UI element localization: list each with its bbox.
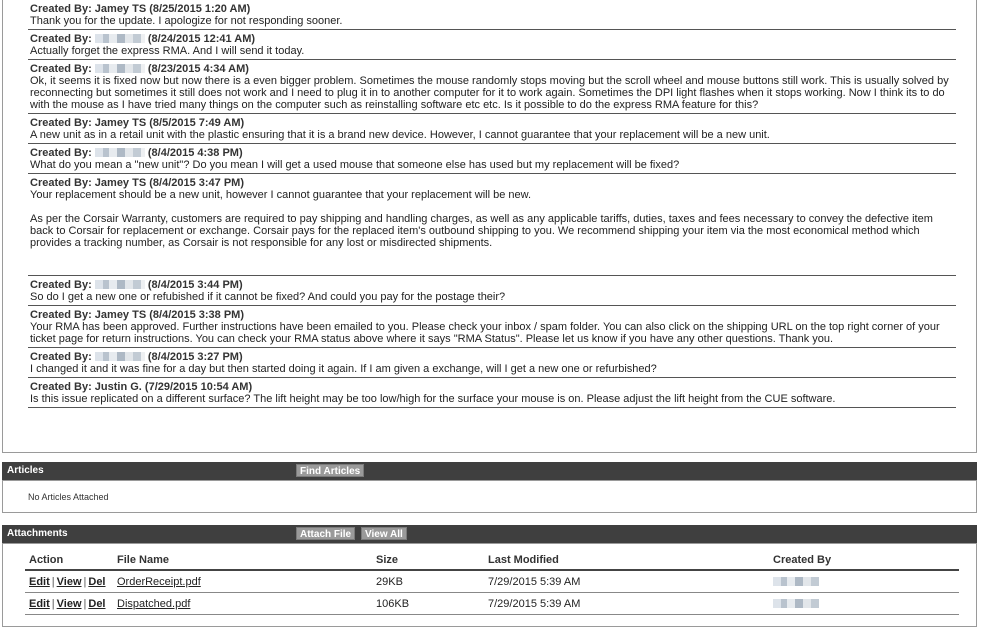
col-action: Action xyxy=(25,550,113,570)
comment-date: (8/5/2015 7:49 AM) xyxy=(149,117,245,129)
comment-created-by-label: Created By: xyxy=(30,147,95,159)
attachment-size: 29KB xyxy=(372,570,484,593)
redacted-author-name xyxy=(95,280,145,289)
comment-item xyxy=(28,378,956,408)
comment-item xyxy=(28,276,956,306)
attachments-title: Attachments xyxy=(7,528,68,539)
action-separator: | xyxy=(83,576,87,588)
attachment-file-link[interactable]: Dispatched.pdf xyxy=(117,598,191,610)
comment-body: Your replacement should be a new unit, however I cannot guarantee that your replacement will be new. As per the Corsair Warranty, customers are required to pay shipping and handling charges, as well as any applicable tariffs, duties, taxes and fees necessary to convey the defective item back to Corsair for replacement or exchange. Corsair pays for the replaced item's outbound shipping to you. We recommend shipping your item via the most economical method which provides a tracking number, as Corsair is not responsible for any lost or misdirected shipments. xyxy=(30,189,933,249)
comment-item xyxy=(28,0,956,30)
comment-date: (8/4/2015 3:44 PM) xyxy=(147,279,243,291)
view-link[interactable]: View xyxy=(56,576,82,588)
attachment-created-by xyxy=(769,570,959,593)
comment-created-by-label: Created By: xyxy=(30,309,95,321)
comment-author: Jamey TS xyxy=(94,3,147,15)
comment-body: A new unit as in a retail unit with the plastic ensuring that it is a brand new device. However, I cannot guarantee that your replacement will be a new unit. xyxy=(30,129,770,141)
edit-link[interactable]: Edit xyxy=(29,598,50,610)
col-size: Size xyxy=(372,550,484,570)
comment-header xyxy=(30,381,954,393)
comment-created-by-label: Created By: xyxy=(30,177,95,189)
comment-header xyxy=(30,63,954,75)
comment-item xyxy=(28,306,956,348)
comment-header xyxy=(30,279,954,291)
comment-body: So do I get a new one or refubished if it cannot be fixed? And could you pay for the postage their? xyxy=(30,291,506,303)
comment-body: Your RMA has been approved. Further instructions have been emailed to you. Please check your inbox / spam folder. You can also click on the shipping URL on the top right corner of your ticket page for return instructions. You can check your RMA status above where it says "RMA Status". Please let us know if you have any other questions. Thank you. xyxy=(30,321,943,345)
articles-title: Articles xyxy=(7,465,44,476)
comment-author: Justin G. xyxy=(94,381,142,393)
attachment-row xyxy=(25,570,959,593)
comment-header xyxy=(30,177,954,189)
comment-created-by-label: Created By: xyxy=(30,117,95,129)
comment-header xyxy=(30,147,954,159)
edit-link[interactable]: Edit xyxy=(29,576,50,588)
redacted-author-name xyxy=(95,64,145,73)
comment-header xyxy=(30,117,954,129)
comment-header xyxy=(30,3,954,15)
comment-body: Actually forget the express RMA. And I will send it today. xyxy=(30,45,305,57)
comment-item xyxy=(28,144,956,174)
comment-created-by-label: Created By: xyxy=(30,279,95,291)
comment-body: What do you mean a "new unit"? Do you mean I will get a used mouse that someone else has used but my replacement will be fixed? xyxy=(30,159,680,171)
action-separator: | xyxy=(83,598,87,610)
comment-item xyxy=(28,60,956,114)
comment-author: Jamey TS xyxy=(94,309,147,321)
attachment-size: 106KB xyxy=(372,593,484,615)
attachment-row xyxy=(25,593,959,615)
comment-body: Is this issue replicated on a different surface? The lift height may be too low/high for the surface your mouse is on. Please adjust the lift height from the CUE software. xyxy=(30,393,836,405)
articles-header xyxy=(2,462,977,480)
comment-date: (8/4/2015 3:47 PM) xyxy=(149,177,245,189)
attachment-last-modified: 7/29/2015 5:39 AM xyxy=(484,570,769,593)
delete-link[interactable]: Del xyxy=(88,576,106,588)
attachment-created-by xyxy=(769,593,959,615)
redacted-author-name xyxy=(95,148,145,157)
comment-header xyxy=(30,309,954,321)
comment-date: (8/24/2015 12:41 AM) xyxy=(147,33,256,45)
comment-date: (7/29/2015 10:54 AM) xyxy=(144,381,253,393)
find-articles-button[interactable]: Find Articles xyxy=(296,464,364,477)
comment-created-by-label: Created By: xyxy=(30,381,95,393)
comment-date: (8/25/2015 1:20 AM) xyxy=(149,3,251,15)
attachment-file-name-cell xyxy=(113,570,372,593)
redacted-author-name xyxy=(95,352,145,361)
comment-date: (8/4/2015 4:38 PM) xyxy=(147,147,243,159)
attach-file-button[interactable]: Attach File xyxy=(296,527,355,540)
comment-header xyxy=(30,351,954,363)
comment-author: Jamey TS xyxy=(94,177,147,189)
comment-date: (8/4/2015 3:27 PM) xyxy=(147,351,243,363)
action-separator: | xyxy=(51,576,55,588)
attachments-table xyxy=(25,550,959,615)
attachment-actions xyxy=(25,593,113,615)
comment-created-by-label: Created By: xyxy=(30,3,95,15)
comment-item xyxy=(28,114,956,144)
comment-item xyxy=(28,348,956,378)
comment-date: (8/4/2015 3:38 PM) xyxy=(149,309,245,321)
attachments-header xyxy=(2,525,977,543)
attachment-actions xyxy=(25,570,113,593)
attachment-file-link[interactable]: OrderReceipt.pdf xyxy=(117,576,201,588)
delete-link[interactable]: Del xyxy=(88,598,106,610)
col-last-modified: Last Modified xyxy=(484,550,769,570)
attachments-header-row xyxy=(25,550,959,570)
comment-item xyxy=(28,30,956,60)
comment-created-by-label: Created By: xyxy=(30,63,95,75)
comment-item xyxy=(28,174,956,276)
comment-author: Jamey TS xyxy=(94,117,147,129)
view-all-button[interactable]: View All xyxy=(361,527,407,540)
comment-created-by-label: Created By: xyxy=(30,33,95,45)
articles-panel xyxy=(2,480,977,513)
redacted-creator-name xyxy=(773,599,819,608)
attachments-panel xyxy=(2,543,977,627)
action-separator: | xyxy=(51,598,55,610)
redacted-author-name xyxy=(95,34,145,43)
comment-body: I changed it and it was fine for a day but then started doing it again. If I am given a exchange, will I get a new one or refurbished? xyxy=(30,363,657,375)
comment-body: Ok, it seems it is fixed now but now there is a even bigger problem. Sometimes the mouse randomly stops moving but the scroll wheel and mouse buttons still work. This is usually solved by reconnecting but sometimes it still does not work and I need to plug it in to another computer for it to work again. Sometimes the DPI light flashes when it stops working. Now I think its to do with the mouse as I have tried many things on the computer such as reinstalling software etc etc. Is it possible to do the express RMA feature for this? xyxy=(30,75,952,111)
col-created-by: Created By xyxy=(769,550,959,570)
no-articles-message: No Articles Attached xyxy=(28,492,109,502)
view-link[interactable]: View xyxy=(56,598,82,610)
attachment-last-modified: 7/29/2015 5:39 AM xyxy=(484,593,769,615)
comment-header xyxy=(30,33,954,45)
comments-panel xyxy=(2,0,977,453)
col-file-name: File Name xyxy=(113,550,372,570)
comment-body: Thank you for the update. I apologize for not responding sooner. xyxy=(30,15,343,27)
comment-date: (8/23/2015 4:34 AM) xyxy=(147,63,249,75)
attachment-file-name-cell xyxy=(113,593,372,615)
comment-created-by-label: Created By: xyxy=(30,351,95,363)
redacted-creator-name xyxy=(773,577,819,586)
